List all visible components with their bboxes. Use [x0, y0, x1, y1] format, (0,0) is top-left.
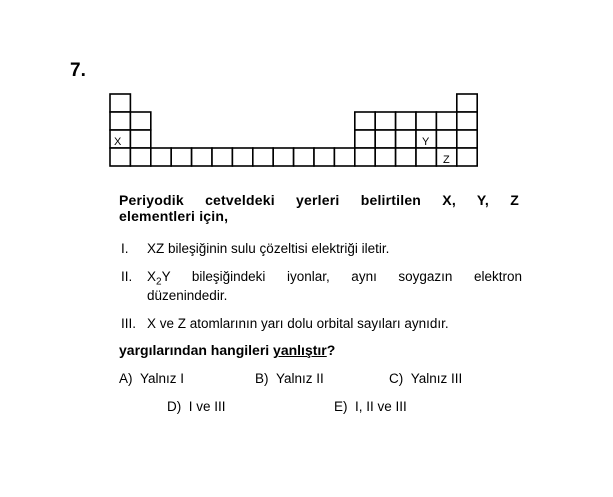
question-ask [119, 342, 335, 358]
option-b[interactable] [255, 371, 324, 386]
table-cell [130, 130, 150, 148]
question-number: 7. [70, 60, 86, 81]
statement-2-line2: düzenindedir. [147, 288, 228, 303]
table-cell [436, 112, 456, 130]
statement-1 [0, 240, 613, 260]
option-e[interactable] [334, 399, 407, 414]
option-d-letter: D) [167, 399, 182, 414]
question-stem [119, 192, 519, 224]
element-x-label: X [114, 136, 122, 148]
table-cell [375, 130, 395, 148]
statement-1-roman: I. [121, 241, 129, 256]
table-cell [110, 148, 130, 166]
table-cell [253, 148, 273, 166]
table-cell [110, 94, 130, 112]
periodic-table-blank [0, 0, 613, 200]
option-c-text: Yalnız III [410, 371, 463, 386]
stem-line-1: Periyodik cetveldeki yerleri belirtilen X, Y, Z [119, 192, 519, 208]
table-cell [273, 148, 293, 166]
table-cell [396, 112, 416, 130]
table-cell [130, 112, 150, 130]
formula-x: X [147, 269, 157, 284]
option-e-text: I, II ve III [355, 399, 407, 414]
table-cell [355, 148, 375, 166]
periodic-table-grid [110, 94, 477, 166]
table-cell [457, 94, 477, 112]
option-d[interactable] [167, 399, 226, 414]
table-cell [457, 112, 477, 130]
table-cell [457, 130, 477, 148]
option-a-letter: A) [119, 371, 133, 386]
table-cell [375, 112, 395, 130]
table-cell [151, 148, 171, 166]
statement-3-roman: III. [121, 316, 137, 331]
statement-2-rest: Y bileşiğindeki iyonlar, aynı soygazın elektron [161, 269, 522, 284]
table-cell [232, 148, 252, 166]
element-z-label: Z [443, 154, 450, 166]
table-cell [294, 148, 314, 166]
table-cell [416, 148, 436, 166]
stem-line-2: elementleri için, [119, 208, 229, 224]
ask-pre: yargılarından hangileri [119, 342, 274, 358]
table-cell [355, 112, 375, 130]
table-cell [314, 148, 334, 166]
table-cell [130, 148, 150, 166]
statement-2 [0, 268, 613, 308]
option-b-text: Yalnız II [276, 371, 324, 386]
option-b-letter: B) [255, 371, 269, 386]
table-cell [334, 148, 354, 166]
table-cell [416, 112, 436, 130]
option-d-text: I ve III [188, 399, 226, 414]
statement-3 [0, 315, 613, 335]
table-cell [375, 148, 395, 166]
option-c-letter: C) [389, 371, 404, 386]
statement-2-roman: II. [121, 269, 133, 284]
table-cell [355, 130, 375, 148]
element-y-label: Y [422, 136, 430, 148]
option-c[interactable] [389, 371, 462, 386]
option-a-text: Yalnız I [140, 371, 185, 386]
statement-3-text: X ve Z atomlarının yarı dolu orbital sayıları aynıdır. [147, 316, 449, 331]
table-cell [110, 112, 130, 130]
ask-post: ? [326, 342, 336, 358]
statement-1-text: XZ bileşiğinin sulu çözeltisi elektriği iletir. [147, 241, 390, 256]
option-a[interactable] [119, 371, 184, 386]
table-cell [171, 148, 191, 166]
table-cell [212, 148, 232, 166]
table-cell [436, 130, 456, 148]
formula-subscript: 2 [156, 276, 162, 288]
table-cell [396, 148, 416, 166]
table-cell [192, 148, 212, 166]
ask-underlined: yanlıştır [273, 342, 327, 358]
table-cell [457, 148, 477, 166]
option-e-letter: E) [334, 399, 348, 414]
table-cell [396, 130, 416, 148]
